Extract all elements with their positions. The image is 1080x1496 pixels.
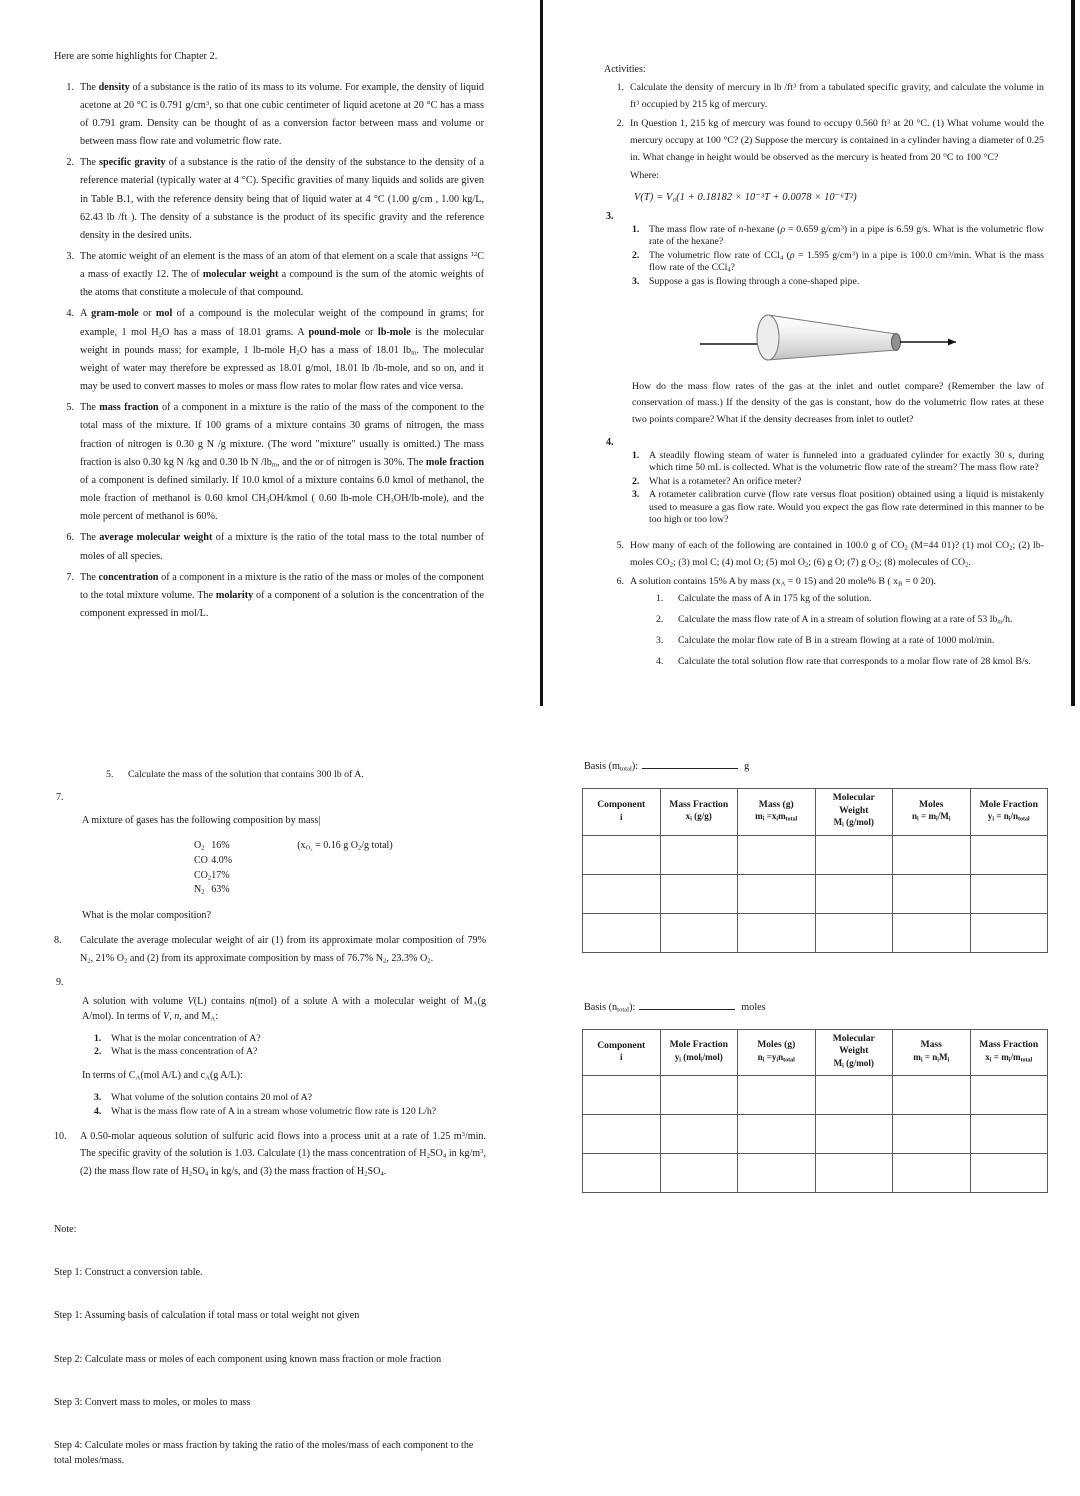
table-cell[interactable] xyxy=(738,1115,816,1154)
basis-mass-unit: g xyxy=(744,761,750,772)
question-9-sublist-b xyxy=(94,1092,486,1118)
basis-mole-blank-field[interactable] xyxy=(639,999,735,1010)
sub-item-number: 2. xyxy=(94,1046,102,1058)
sub-item-text: Calculate the mass flow rate of A in a stream of solution flowing at a rate of 53 $lb_m/h$. xyxy=(678,613,1013,626)
question-7-tail: What is the molar composition? xyxy=(82,910,211,922)
table-cell[interactable] xyxy=(815,913,893,952)
activity-number: 5. xyxy=(616,539,624,551)
sub-item-number: 1. xyxy=(632,449,640,461)
highlight-item xyxy=(54,79,484,152)
lower-item-5 xyxy=(106,768,486,782)
sub-item-text: What is the molar concentration of A? xyxy=(111,1032,261,1044)
gas-composition-row xyxy=(194,839,393,854)
gas-note: ($x_{O_2} = 0.16$ g $O_2/g$ total) xyxy=(297,840,393,852)
item-6-sub-item xyxy=(656,613,1044,627)
sub-item-text: Calculate the molar flow rate of B in a stream flowing at a rate of 1000 mol/min. xyxy=(678,634,995,646)
basis-mole-unit: moles xyxy=(741,1001,766,1013)
table-cell[interactable] xyxy=(893,1154,971,1193)
table-cell[interactable] xyxy=(893,1076,971,1115)
table-cell[interactable] xyxy=(583,874,661,913)
cone-pipe-figure xyxy=(604,303,1044,365)
gas-percent: 63% xyxy=(211,884,230,896)
sub-item-text: What is a rotameter? An orifice meter? xyxy=(649,475,802,487)
activity-text: How many of each of the following are contained in 100.0 g of $CO_2$ (M=44 01)? (1) mol $CO_2$; (2) lb-moles $CO_2$; (3) mol C; (4) mol O; (5) mol $O_2$; (6) g O; (7) g $O_2$; (8) molecules of $CO_2$. xyxy=(630,539,1045,569)
table-column-header: Moles (g) $n_i =y_in_{total}$ xyxy=(738,1029,816,1075)
basis-mole-prefix: Basis (n xyxy=(584,1001,618,1013)
table-column-header: Mass Fraction $x_i$ (g/g) xyxy=(660,789,738,835)
table-cell[interactable] xyxy=(660,913,738,952)
table-column-subheader: $x_i = m_i/m_{total}$ xyxy=(985,1051,1033,1063)
table-column-header: Mole Fraction $y_i$ (mol$_i$/mol) xyxy=(660,1029,738,1075)
sub-item-number: 3. xyxy=(632,489,640,501)
item-6-sublist xyxy=(656,592,1044,669)
section-4-list xyxy=(632,450,1044,527)
notes-block xyxy=(54,1222,486,1468)
lower-item-number: 10. xyxy=(54,1131,67,1143)
sub-item-text: A rotameter calibration curve (flow rate versus float position) obtained using a liquid is mistakenly used to measure a gas flow rate. Would you expect the gas flow rate determined in this manner to be too high or too low? xyxy=(649,489,1044,526)
table-cell[interactable] xyxy=(583,835,661,874)
sub-item-number: 3. xyxy=(632,276,640,288)
note-step: Step 2: Calculate mass or moles of each component using known mass fraction or mole fraction xyxy=(54,1353,442,1365)
sub-item-number: 4. xyxy=(94,1105,102,1117)
sub-item-text: What is the mass concentration of A? xyxy=(111,1046,258,1058)
lower-left-column xyxy=(54,768,486,1496)
gas-species: $CO_2$ xyxy=(194,869,212,882)
item-6-sub-item xyxy=(656,634,1044,648)
sub-item-number: 1. xyxy=(94,1032,102,1044)
activities-list xyxy=(604,79,1044,207)
basis-mole-line xyxy=(584,999,1052,1013)
table-cell[interactable] xyxy=(660,874,738,913)
sub-item-number: 3. xyxy=(656,634,664,646)
question-9-sub-item xyxy=(94,1106,486,1119)
table-cell[interactable] xyxy=(660,1076,738,1115)
where-label: Where: xyxy=(630,170,660,182)
activity-text: Calculate the density of mercury in lb $/ft^3$ from a tabulated specific gravity, and calculate the volume in $ft^3$ occupied by 215 kg of mercury. xyxy=(630,82,1044,111)
table-cell[interactable] xyxy=(970,1115,1048,1154)
mole-basis-table xyxy=(582,1029,1048,1193)
gas-note xyxy=(265,869,392,884)
lower-item-text: Calculate the average molecular weight of air (1) from its approximate molar composition of 79% $N_2$, 21% $O_2$ and (2) from its approximate composition by mass of 76.7% $N_2$, 23.3% $O_2$. xyxy=(80,935,486,964)
sub-item-text: What is the mass flow rate of A in a stream whose volumetric flow rate is 120 L/h? xyxy=(111,1105,437,1117)
highlight-text: A gram-mole or mol of a compound is the molecular weight of the compound in grams; for example, 1 mol $H_2O$ has a mass of 18.01 grams. A pound-mole or lb-mole is the molecular weight in pounds mass; for example, 1 lb-mole $H_2O$ has a mass of 18.01 $lb_m$. The molecular weight of water may therefore be expressed as 18.01 g/mol, 18.01 lb /lb-mole, and so on, and it may be used to convert masses to moles or mass flow rates to molar flow rates and vice versa. xyxy=(80,308,485,393)
gas-composition-row xyxy=(194,883,393,898)
gas-note xyxy=(265,883,392,898)
question-9-middle: In terms of $C_A(mol$ A/L) and $c_A(g$ A/L): xyxy=(82,1069,243,1082)
page-divider-left xyxy=(540,0,543,706)
steps-list xyxy=(54,1265,486,1468)
highlight-text: The mass fraction of a component in a mixture is the ratio of the mass of the component to the total mass of the mixture. If 100 grams of a mixture contains 30 grams of nitrogen, the mass fraction of nitrogen is 0.30 g N /g mixture. (The word "mixture" usually is omitted.) The mass fraction is also 0.30 kg N /kg and 0.30 lb N $/lb_m$, and the or of nitrogen is 30%. The mole fraction of a component is defined similarly. If 10.0 kmol of a mixture contains 6.0 kmol of methanol, the mole fraction of methanol is 0.60 kmol $CH_3OH$/kmol ( 0.60 lb-mole $CH_3OH/lb-mole$), and the mole percent of methanol is 60%. xyxy=(80,402,484,523)
table-column-header: Moles $n_i = m_i/M_i$ xyxy=(893,789,971,835)
question-9-number: 9. xyxy=(56,976,64,988)
highlight-item xyxy=(54,529,484,565)
table-cell[interactable] xyxy=(970,913,1048,952)
gas-composition-row xyxy=(194,869,393,884)
table-cell[interactable] xyxy=(815,835,893,874)
table-cell[interactable] xyxy=(970,1076,1048,1115)
basis-mass-line xyxy=(584,758,1052,772)
table-cell[interactable] xyxy=(660,835,738,874)
table-cell[interactable] xyxy=(815,1115,893,1154)
table-cell[interactable] xyxy=(738,874,816,913)
section-3-list xyxy=(632,224,1044,289)
table-row xyxy=(583,1115,1048,1154)
table-column-subheader: $M_i$ (g/mol) xyxy=(833,1057,874,1070)
volume-expansion-formula: V(T) = V₀(1 + 0.18182 × 10⁻³T + 0.0078 × 10⁻⁶T²) xyxy=(634,192,857,204)
table-column-header: Component i xyxy=(583,1029,661,1075)
gas-species: $N_2$ xyxy=(194,884,205,896)
section-4-item xyxy=(632,476,1044,489)
sub-item-number: 2. xyxy=(632,475,640,487)
table-header-row xyxy=(583,1029,1048,1075)
sub-item-number: 2. xyxy=(656,613,664,625)
table-column-subheader: $n_i =y_in_{total}$ xyxy=(757,1051,795,1063)
table-cell[interactable] xyxy=(893,874,971,913)
table-cell[interactable] xyxy=(970,1154,1048,1193)
section-3-item xyxy=(632,276,1044,289)
note-label: Note: xyxy=(54,1224,77,1236)
section-3-number: 3. xyxy=(606,210,614,222)
sub-item-number: 2. xyxy=(632,249,640,261)
table-column-subheader: $n_i = m_i/M_i$ xyxy=(911,811,951,823)
table-cell[interactable] xyxy=(815,1076,893,1115)
table-cell[interactable] xyxy=(815,874,893,913)
cone-pipe-svg xyxy=(604,303,1044,365)
note-step: Step 4: Calculate moles or mass fraction by taking the ratio of the moles/mass of each component to the total moles/mass. xyxy=(54,1439,474,1466)
lower-item-text: A 0.50-molar aqueous solution of sulfuric acid flows into a process unit at a rate of 1.25 $m^3/\min$. The specific gravity of the solution is 1.03. Calculate (1) the mass concentration of $H_2SO_4$ in $kg/m^3$, (2) the mass flow rate of $H_2SO_4$ in kg/s, and (3) the mass fraction of $H_2SO_4$. xyxy=(80,1131,486,1178)
sub-item-text: What volume of the solution contains 20 mol of A? xyxy=(111,1092,313,1104)
sub-item-number: 1. xyxy=(632,223,640,235)
highlight-item xyxy=(54,305,484,396)
lower-right-column xyxy=(582,758,1052,1193)
table-cell[interactable] xyxy=(970,835,1048,874)
activity-item-2 xyxy=(604,115,1044,207)
table-row xyxy=(583,874,1048,913)
lower-item-number: 5. xyxy=(106,769,114,780)
highlight-item xyxy=(54,154,484,245)
mass-basis-table xyxy=(582,788,1048,952)
basis-mole-suffix: ): xyxy=(629,1001,636,1013)
sub-item-number: 1. xyxy=(656,592,664,604)
activities-title: Activities: xyxy=(604,64,646,75)
highlight-item xyxy=(54,569,484,623)
table-cell[interactable] xyxy=(660,1154,738,1193)
activities-column xyxy=(604,64,1044,676)
note-step: Step 1: Assuming basis of calculation if total mass or total weight not given xyxy=(54,1310,360,1322)
left-page-column xyxy=(54,50,484,626)
page-divider-right xyxy=(1071,0,1075,706)
highlight-number: 6. xyxy=(66,532,74,544)
question-9-sub-item xyxy=(94,1046,486,1059)
table-cell[interactable] xyxy=(738,1154,816,1193)
gas-percent: 4.0% xyxy=(211,854,233,866)
table-cell[interactable] xyxy=(815,1154,893,1193)
table-cell[interactable] xyxy=(660,1115,738,1154)
question-9-sub-item xyxy=(94,1092,486,1105)
basis-mass-blank-field[interactable] xyxy=(642,758,738,769)
highlight-number: 2. xyxy=(66,157,74,169)
table-column-subheader: $m_i = n_iM_i$ xyxy=(913,1051,950,1063)
cone-question-text: How do the mass flow rates of the gas at the inlet and outlet compare? (Remember the law of conservation of mass.) If the density of the gas is constant, how do the volumetric flow rates at these two points compare? What if the density decreases from inlet to outlet? xyxy=(632,380,1044,425)
table-column-subheader: $m_i =x_im_{total}$ xyxy=(755,811,798,823)
activity-number: 1. xyxy=(616,82,624,93)
table-cell[interactable] xyxy=(970,874,1048,913)
highlight-text: The average molecular weight of a mixture is the ratio of the total mass to the total number of moles of all species. xyxy=(80,532,484,562)
gas-species: $O_2$ xyxy=(194,840,205,852)
basis-mole-subscript: total xyxy=(617,1005,630,1013)
table-column-subheader: $x_i$ (g/g) xyxy=(685,811,712,823)
lower-item-10 xyxy=(54,1128,486,1180)
table-cell[interactable] xyxy=(738,913,816,952)
highlight-item xyxy=(54,248,484,302)
table-cell[interactable] xyxy=(583,1076,661,1115)
lower-item-8 xyxy=(54,932,486,967)
highlight-text: The atomic weight of an element is the mass of an atom of that element on a scale that assigns $^{12}$C a mass of exactly 12. The of molecular weight a compound is the sum of the atomic weights of the atoms that constitute a molecule of that compound. xyxy=(80,251,485,299)
sub-item-text: Suppose a gas is flowing through a cone-shaped pipe. xyxy=(649,276,860,288)
table-row xyxy=(583,1076,1048,1115)
table-row xyxy=(583,913,1048,952)
section-4-item xyxy=(632,450,1044,475)
question-9-sub-item xyxy=(94,1033,486,1046)
activity-number: 2. xyxy=(616,118,624,130)
sub-item-text: The volumetric flow rate of CCl$_4$ (ρ = 1.595 $g/cm^3$) in a pipe is 100.0 $cm^3/\min$. What is the mass flow rate of the CCl$_4$? xyxy=(649,249,1044,274)
sub-item-text: A steadily flowing steam of water is funneled into a graduated cylinder for exactly 30 s, during which time 50 mL is collected. What is the volumetric flow rate of the stream? The mass flow rate? xyxy=(649,449,1044,474)
activity-number: 6. xyxy=(616,575,624,587)
table-column-subheader: $y_i$ (mol$_i$/mol) xyxy=(674,1051,723,1063)
table-cell[interactable] xyxy=(738,1076,816,1115)
question-7-number: 7. xyxy=(56,791,64,803)
table-cell[interactable] xyxy=(893,835,971,874)
table-column-header: Mole Fraction $y_i = n_i/n_{total}$ xyxy=(970,789,1048,835)
activities-list-continued xyxy=(604,537,1044,590)
section-4-number: 4. xyxy=(606,436,614,448)
highlight-number: 4. xyxy=(66,308,74,320)
question-9-sublist-a xyxy=(94,1033,486,1059)
gas-species: CO xyxy=(194,854,208,866)
table-row xyxy=(583,1154,1048,1193)
note-step: Step 3: Convert mass to moles, or moles to mass xyxy=(54,1396,251,1408)
activity-text: In Question 1, 215 kg of mercury was found to occupy 0.560 $ft^3$ at 20 °C. (1) What volume would the mercury occupy at 100 °C? (2) Suppose the mercury is contained in a cylinder having a diameter of 0.25 in. What change in height would be observed as the mercury is heated from 20 °C to 100 °C? xyxy=(630,118,1044,164)
gas-composition-row xyxy=(194,854,393,869)
table-cell[interactable] xyxy=(583,1115,661,1154)
gas-composition-table xyxy=(194,839,393,898)
sub-item-text: Calculate the mass of A in 175 kg of the solution. xyxy=(678,592,872,604)
table-column-header: Mass Fraction $x_i = m_i/m_{total}$ xyxy=(970,1029,1048,1075)
item-6-sub-item xyxy=(656,592,1044,606)
table-column-header: Mass (g) $m_i =x_im_{total}$ xyxy=(738,789,816,835)
highlight-text: The density of a substance is the ratio of its mass to its volume. For example, the density of liquid acetone at 20 °C is 0.791 $g/cm^3$, so that one cubic centimeter of liquid acetone at 20 °C has a mass of 0.791 gram. Density can be thought of as a conversion factor between mass and volume or between mass flow rate and volumetric flow rate. xyxy=(80,81,484,148)
sub-item-number: 3. xyxy=(94,1092,102,1104)
highlight-text: The concentration of a component in a mixture is the ratio of the mass or moles of the component to the total mixture volume. The molarity of a component of a solution is the concentration of the component expressed in mol/L. xyxy=(80,571,484,619)
table-cell[interactable] xyxy=(893,913,971,952)
table-column-subheader: i xyxy=(619,1052,623,1063)
basis-mass-prefix: Basis (m xyxy=(584,761,620,772)
section-4-item xyxy=(632,489,1044,527)
chapter-highlights-list xyxy=(54,79,484,624)
highlight-number: 5. xyxy=(66,402,74,414)
activity-item-1 xyxy=(604,79,1044,113)
gas-note xyxy=(265,854,392,869)
table-cell[interactable] xyxy=(893,1115,971,1154)
highlight-number: 7. xyxy=(66,571,74,583)
highlight-item xyxy=(54,399,484,526)
chapter-highlights-lead: Here are some highlights for Chapter 2. xyxy=(54,51,218,62)
table-cell[interactable] xyxy=(738,835,816,874)
sub-item-text: Calculate the total solution flow rate that corresponds to a molar flow rate of 28 kmol B/s. xyxy=(678,655,1031,667)
table-column-header: Molecular Weight $M_i$ (g/mol) xyxy=(815,789,893,835)
outlet-arrow-head xyxy=(948,338,956,345)
lower-item-number: 8. xyxy=(54,935,62,947)
table-column-header: Mass $m_i = n_iM_i$ xyxy=(893,1029,971,1075)
basis-mass-suffix: ): xyxy=(631,761,639,772)
table-cell[interactable] xyxy=(583,913,661,952)
table-column-subheader: $M_i$ (g/mol) xyxy=(833,817,874,829)
table-column-header: Molecular Weight $M_i$ (g/mol) xyxy=(815,1029,893,1075)
question-9-intro: A solution with volume V(L) contains n(mol) of a solute A with a molecular weight of $M_A(g$ A/mol). In terms of V, n, and $M_A$: xyxy=(82,995,487,1023)
gas-percent: 16% xyxy=(211,840,230,851)
item-6-sub-item xyxy=(656,655,1044,669)
section-3-item xyxy=(632,224,1044,249)
section-3-item xyxy=(632,250,1044,275)
table-spacer xyxy=(582,953,1052,999)
lower-item-text: Calculate the mass of the solution that contains 300 lb of A. xyxy=(128,769,364,780)
highlight-text: The specific gravity of a substance is the ratio of the density of the substance to the density of a reference material (typically water at 4 °C). Specific gravities of many liquids and solids are given in Table B.1, with the reference density being that of liquid water at 4 °C (1.00 g/cm , 1.00 kg/L, 62.43 lb /ft ). The density of a substance is the product of its specific gravity and the reference density in the desired units. xyxy=(80,157,484,241)
sub-item-number: 4. xyxy=(656,655,664,667)
note-step: Step 1: Construct a conversion table. xyxy=(54,1267,203,1279)
sub-item-text: The mass flow rate of n-hexane (ρ = 0.659 $g/cm^3$) in a pipe is 6.59 g/s. What is the volumetric flow rate of the hexane? xyxy=(649,223,1044,248)
highlight-number: 1. xyxy=(66,81,74,93)
activity-text: A solution contains 15% A by mass ($x_A = 0$ 15) and 20 mole% B ( $x_B = 0$ 20). xyxy=(630,575,937,588)
activity-item-6 xyxy=(604,573,1044,590)
table-cell[interactable] xyxy=(583,1154,661,1193)
table-row xyxy=(583,835,1048,874)
table-header-row xyxy=(583,789,1048,835)
table-column-subheader: $y_i = n_i/n_{total}$ xyxy=(987,811,1030,823)
highlight-number: 3. xyxy=(66,251,74,263)
table-column-header: Component i xyxy=(583,789,661,835)
basis-mass-subscript: total xyxy=(619,765,632,773)
activity-item-5 xyxy=(604,537,1044,571)
gas-percent: 17% xyxy=(211,869,230,881)
table-column-subheader: i xyxy=(619,811,623,822)
question-7-intro: A mixture of gases has the following composition by mass| xyxy=(82,814,321,826)
